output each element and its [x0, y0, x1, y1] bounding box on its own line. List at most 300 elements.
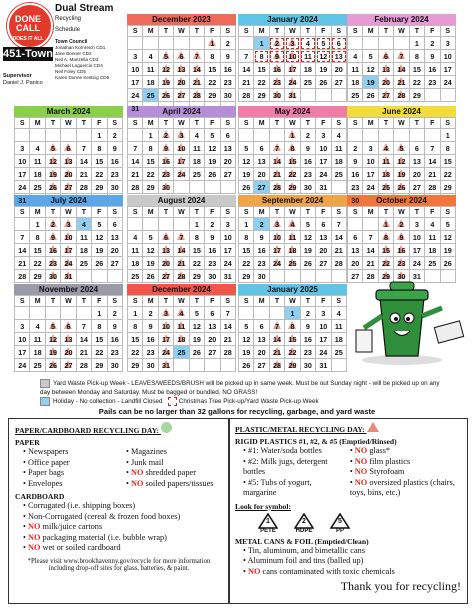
day-cell: 3	[285, 37, 300, 50]
day-cell: 9	[300, 142, 315, 155]
day-of-week: M	[143, 26, 158, 37]
empty-cell	[425, 129, 440, 142]
cardboard-item: • NO milk/juice cartons	[23, 522, 103, 531]
recycle-symbol-icon: 5 PP	[325, 513, 355, 534]
day-cell: 16	[300, 333, 315, 346]
empty-cell	[269, 129, 284, 142]
month-calendar	[238, 195, 347, 283]
day-cell: 13	[254, 155, 269, 168]
day-of-week: T	[269, 296, 284, 307]
day-of-week: T	[189, 296, 204, 307]
day-of-week: W	[394, 118, 409, 129]
paper-item: • NO shredded paper	[126, 468, 196, 477]
day-cell: 8	[92, 142, 107, 155]
day-cell: 18	[30, 346, 45, 359]
day-of-week: S	[331, 296, 346, 307]
day-cell: 17	[15, 168, 30, 181]
day-of-week: W	[174, 118, 189, 129]
day-cell: 20	[174, 76, 189, 89]
day-of-week: W	[394, 26, 409, 37]
month-calendar	[347, 14, 456, 102]
empty-cell	[331, 181, 346, 194]
empty-cell	[285, 270, 300, 283]
day-cell: 21	[394, 76, 409, 89]
month-title: August 2024	[127, 195, 236, 206]
day-of-week: F	[205, 207, 220, 218]
day-of-week: M	[30, 207, 45, 218]
day-cell: 25	[143, 89, 158, 102]
day-cell: 10	[316, 142, 331, 155]
empty-cell	[205, 359, 220, 372]
empty-cell	[30, 307, 45, 320]
day-cell: 21	[76, 346, 91, 359]
day-cell: 20	[158, 257, 173, 270]
day-cell: 22	[128, 346, 143, 359]
day-cell: 7	[331, 218, 346, 231]
day-cell: 24	[440, 76, 455, 89]
day-cell: 1	[378, 218, 393, 231]
day-cell: 26	[45, 181, 60, 194]
day-cell: 9	[269, 50, 284, 63]
day-cell: 20	[107, 244, 122, 257]
day-cell: 26	[394, 181, 409, 194]
day-cell: 16	[348, 168, 363, 181]
day-of-week: S	[239, 26, 254, 37]
day-of-week: W	[61, 296, 76, 307]
cardboard-item: • Corrugated (i.e. shipping boxes)	[23, 501, 136, 510]
empty-cell	[239, 307, 254, 320]
day-cell: 20	[348, 257, 363, 270]
day-cell: 6	[61, 142, 76, 155]
day-cell: 14	[331, 231, 346, 244]
day-cell: 6	[378, 50, 393, 63]
day-cell: 9	[254, 231, 269, 244]
day-cell: 28	[15, 270, 30, 283]
day-cell: 2	[269, 37, 284, 50]
day-of-week: W	[174, 296, 189, 307]
day-of-week: S	[348, 26, 363, 37]
day-cell: 21	[331, 244, 346, 257]
month-title: January 2025	[238, 284, 347, 295]
day-cell: 27	[205, 346, 220, 359]
council-member: Karen Dunne Kesting CD6	[55, 75, 110, 80]
day-cell: 24	[15, 359, 30, 372]
day-cell: 25	[128, 270, 143, 283]
day-cell: 15	[30, 244, 45, 257]
day-cell: 11	[30, 333, 45, 346]
empty-cell	[300, 89, 315, 102]
day-cell: 19	[239, 168, 254, 181]
month-title: January 2024	[238, 14, 347, 25]
day-cell: 5	[205, 129, 220, 142]
day-cell: 17	[158, 333, 173, 346]
day-of-week: W	[285, 26, 300, 37]
day-cell: 6	[220, 129, 235, 142]
council-member: Michael Loguercio CD4	[55, 63, 103, 68]
day-of-week: F	[205, 118, 220, 129]
day-cell: 12	[45, 333, 60, 346]
day-of-week: T	[45, 118, 60, 129]
day-cell: 29	[205, 89, 220, 102]
paper-item: • Newspapers	[23, 447, 69, 456]
empty-cell	[378, 37, 393, 50]
day-cell: 1	[92, 307, 107, 320]
day-cell: 22	[30, 257, 45, 270]
day-of-week: S	[15, 118, 30, 129]
day-of-week: M	[254, 26, 269, 37]
day-cell: 15	[92, 333, 107, 346]
day-cell: 3	[316, 129, 331, 142]
day-of-week: M	[143, 296, 158, 307]
day-cell: 14	[220, 320, 235, 333]
day-cell: 27	[158, 270, 173, 283]
day-cell: 12	[363, 63, 378, 76]
day-of-week: S	[348, 118, 363, 129]
empty-cell	[205, 181, 220, 194]
day-cell: 16	[45, 244, 60, 257]
day-cell: 7	[239, 50, 254, 63]
day-cell: 4	[76, 218, 91, 231]
empty-cell	[92, 270, 107, 283]
cardboard-item: • NO packaging material (i.e. bubble wrap)	[23, 532, 167, 542]
day-cell: 6	[409, 142, 424, 155]
day-cell: 5	[143, 231, 158, 244]
month-title: December 2024	[127, 284, 236, 295]
empty-cell	[174, 37, 189, 50]
day-cell: 27	[316, 257, 331, 270]
month-calendar	[14, 106, 123, 207]
day-cell: 15	[285, 333, 300, 346]
day-cell: 6	[254, 142, 269, 155]
day-cell: 7	[220, 307, 235, 320]
day-cell: 15	[440, 155, 455, 168]
day-cell: 16	[269, 63, 284, 76]
empty-cell	[76, 270, 91, 283]
day-cell: 18	[331, 155, 346, 168]
day-cell: 14	[425, 155, 440, 168]
day-cell: 5	[92, 218, 107, 231]
day-cell: 28	[425, 181, 440, 194]
day-cell: 17	[363, 168, 378, 181]
day-cell: 12	[92, 231, 107, 244]
day-cell: 12	[158, 63, 173, 76]
day-cell: 20	[205, 333, 220, 346]
day-cell: 8	[128, 320, 143, 333]
day-cell: 2	[300, 307, 315, 320]
day-cell: 24	[174, 168, 189, 181]
month-title: February 2024	[347, 14, 456, 25]
paper-item: • Paper bags	[23, 468, 65, 477]
day-cell: 8	[378, 231, 393, 244]
day-cell: 16	[143, 333, 158, 346]
day-cell: 27	[254, 359, 269, 372]
day-cell: 9	[107, 142, 122, 155]
day-cell: 6	[205, 307, 220, 320]
day-cell: 8	[440, 142, 455, 155]
empty-cell	[61, 129, 76, 142]
day-cell: 7	[425, 142, 440, 155]
empty-cell	[189, 181, 204, 194]
day-cell: 30	[394, 270, 409, 283]
day-cell: 10	[61, 231, 76, 244]
day-cell: 25	[285, 257, 300, 270]
day-cell: 4	[331, 129, 346, 142]
day-cell: 20	[61, 346, 76, 359]
day-of-week: T	[45, 296, 60, 307]
day-cell: 26	[440, 257, 455, 270]
day-cell: 22	[285, 168, 300, 181]
month-calendar	[238, 106, 347, 194]
website-note: *Please visit www.brookhavenny.gov/recycle for more information including drop-off sites for glass, batteries, & paint.	[27, 557, 211, 572]
day-cell: 19	[45, 346, 60, 359]
day-cell: 30	[205, 270, 220, 283]
empty-cell	[348, 218, 363, 231]
day-cell: 27	[409, 181, 424, 194]
day-cell: 7	[76, 320, 91, 333]
day-cell: 18	[378, 168, 393, 181]
day-cell: 15	[205, 63, 220, 76]
day-cell: 21	[174, 257, 189, 270]
day-cell: 30	[45, 270, 60, 283]
day-cell: 6	[331, 37, 346, 50]
day-cell: 26	[143, 270, 158, 283]
day-of-week: F	[205, 26, 220, 37]
day-of-week: T	[189, 118, 204, 129]
day-cell: 15	[378, 244, 393, 257]
day-cell: 3	[409, 218, 424, 231]
day-cell: 19	[316, 63, 331, 76]
day-cell: 7	[269, 320, 284, 333]
day-cell: 10	[316, 320, 331, 333]
day-cell: 1	[285, 129, 300, 142]
paper-item: • NO soiled papers/tissues	[126, 478, 214, 488]
day-cell: 14	[239, 63, 254, 76]
day-cell: 20	[316, 244, 331, 257]
day-of-week: T	[158, 118, 173, 129]
supervisor: Supervisor Daniel J. Panico	[3, 73, 43, 86]
day-cell: 11	[285, 231, 300, 244]
day-of-week: M	[254, 296, 269, 307]
day-cell: 9	[45, 231, 60, 244]
day-of-week: S	[107, 296, 122, 307]
day-cell: 5	[363, 50, 378, 63]
day-cell: 31	[220, 270, 235, 283]
day-of-week: S	[239, 118, 254, 129]
day-cell: 22	[409, 76, 424, 89]
day-cell: 7	[394, 50, 409, 63]
day-of-week: M	[363, 118, 378, 129]
day-cell: 25	[348, 89, 363, 102]
cardboard-item: • Non-Corrugated (cereal & frozen food boxes)	[23, 511, 181, 521]
day-of-week: T	[378, 118, 393, 129]
day-cell: 5	[394, 142, 409, 155]
day-cell: 18	[189, 155, 204, 168]
day-of-week: T	[76, 207, 91, 218]
empty-cell	[239, 37, 254, 50]
day-cell: 21	[269, 168, 284, 181]
day-cell: 20	[61, 168, 76, 181]
day-of-week: T	[300, 118, 315, 129]
day-cell: 10	[15, 333, 30, 346]
day-cell: 18	[143, 76, 158, 89]
day-cell: 23	[158, 168, 173, 181]
day-cell: 6	[316, 218, 331, 231]
empty-cell	[30, 129, 45, 142]
day-of-week: S	[239, 296, 254, 307]
day-cell: 30	[254, 270, 269, 283]
day-cell: 9	[220, 50, 235, 63]
day-of-week: M	[254, 118, 269, 129]
day-cell: 27	[254, 181, 269, 194]
day-of-week: T	[189, 26, 204, 37]
day-cell: 2	[107, 307, 122, 320]
day-cell: 18	[128, 257, 143, 270]
day-cell: 4	[300, 37, 315, 50]
month-calendar	[347, 106, 456, 207]
plastic-item: • #5: Tubs of yogurt, margarine	[243, 477, 312, 497]
month-title: September 2024	[238, 195, 347, 206]
day-cell: 10	[158, 320, 173, 333]
month-title: July 2024	[14, 195, 123, 206]
day-cell: 9	[425, 50, 440, 63]
day-of-week: T	[269, 26, 284, 37]
day-cell: 1	[92, 129, 107, 142]
empty-cell	[45, 129, 60, 142]
day-cell: 12	[316, 50, 331, 63]
month-calendar	[14, 195, 123, 283]
month-title: December 2023	[127, 14, 236, 25]
empty-cell	[440, 89, 455, 102]
day-of-week: S	[107, 207, 122, 218]
day-cell: 11	[378, 155, 393, 168]
empty-cell	[128, 129, 143, 142]
empty-cell	[15, 307, 30, 320]
day-cell: 26	[189, 346, 204, 359]
day-cell: 30	[143, 359, 158, 372]
day-cell: 31	[15, 194, 30, 207]
day-of-week: W	[61, 118, 76, 129]
day-cell: 6	[174, 50, 189, 63]
empty-cell	[239, 129, 254, 142]
day-cell: 27	[174, 89, 189, 102]
empty-cell	[394, 37, 409, 50]
day-cell: 26	[363, 89, 378, 102]
day-cell: 17	[316, 155, 331, 168]
day-cell: 25	[30, 181, 45, 194]
cardboard-item: • NO wet or soiled cardboard	[23, 543, 121, 552]
day-of-week: S	[220, 296, 235, 307]
recycle-bin-mascot-icon	[352, 268, 468, 366]
day-cell: 14	[15, 244, 30, 257]
day-cell: 28	[189, 89, 204, 102]
plastic-item: • NO oversized plastics (chairs, toys, bins, etc.)	[349, 477, 455, 497]
green-circle-icon	[161, 422, 172, 433]
day-cell: 24	[220, 257, 235, 270]
day-cell: 26	[316, 76, 331, 89]
day-cell: 31	[316, 181, 331, 194]
day-cell: 1	[143, 129, 158, 142]
day-cell: 7	[269, 142, 284, 155]
schedule-title: Dual Stream Recycling Schedule	[55, 3, 114, 33]
day-of-week: S	[220, 118, 235, 129]
day-cell: 23	[45, 257, 60, 270]
empty-cell	[174, 181, 189, 194]
day-of-week: S	[128, 26, 143, 37]
empty-cell	[331, 270, 346, 283]
day-cell: 14	[363, 244, 378, 257]
day-cell: 25	[300, 76, 315, 89]
day-of-week: S	[331, 118, 346, 129]
empty-cell	[254, 307, 269, 320]
day-of-week: T	[409, 118, 424, 129]
day-of-week: F	[92, 207, 107, 218]
day-cell: 5	[440, 218, 455, 231]
day-cell: 21	[220, 333, 235, 346]
day-cell: 29	[239, 270, 254, 283]
day-cell: 28	[76, 181, 91, 194]
day-cell: 19	[394, 168, 409, 181]
empty-cell	[363, 218, 378, 231]
day-cell: 14	[174, 244, 189, 257]
month-calendar	[127, 195, 236, 283]
day-cell: 24	[158, 346, 173, 359]
day-cell: 30	[158, 181, 173, 194]
day-cell: 14	[128, 155, 143, 168]
day-cell: 4	[425, 218, 440, 231]
day-cell: 17	[316, 333, 331, 346]
day-cell: 9	[143, 320, 158, 333]
day-cell: 4	[331, 307, 346, 320]
day-cell: 21	[239, 76, 254, 89]
day-of-week: M	[30, 118, 45, 129]
day-of-week: T	[76, 296, 91, 307]
day-cell: 20	[254, 168, 269, 181]
day-cell: 17	[440, 63, 455, 76]
empty-cell	[269, 270, 284, 283]
month-title: June 2024	[347, 106, 456, 117]
day-cell: 5	[316, 37, 331, 50]
day-cell: 15	[189, 244, 204, 257]
empty-cell	[128, 37, 143, 50]
day-cell: 1	[285, 307, 300, 320]
day-cell: 24	[61, 257, 76, 270]
day-cell: 17	[269, 244, 284, 257]
day-cell: 11	[425, 231, 440, 244]
empty-cell	[143, 218, 158, 231]
empty-cell	[254, 129, 269, 142]
day-of-week: S	[128, 207, 143, 218]
day-cell: 8	[205, 50, 220, 63]
day-cell: 2	[348, 142, 363, 155]
day-cell: 12	[239, 155, 254, 168]
day-cell: 12	[394, 155, 409, 168]
plastic-item: • #1: Water/soda bottles	[243, 446, 322, 455]
day-cell: 4	[348, 50, 363, 63]
day-cell: 19	[189, 333, 204, 346]
council-member: Neil Foley CD5	[55, 69, 86, 74]
day-cell: 5	[45, 142, 60, 155]
day-cell: 11	[174, 320, 189, 333]
day-cell: 4	[189, 129, 204, 142]
plastic-item: • #2: Milk jugs, detergent bottles	[243, 456, 328, 476]
empty-cell	[394, 129, 409, 142]
day-cell: 11	[30, 155, 45, 168]
day-cell: 17	[174, 155, 189, 168]
day-cell: 22	[189, 257, 204, 270]
day-cell: 7	[15, 231, 30, 244]
day-cell: 16	[220, 63, 235, 76]
day-cell: 22	[285, 346, 300, 359]
